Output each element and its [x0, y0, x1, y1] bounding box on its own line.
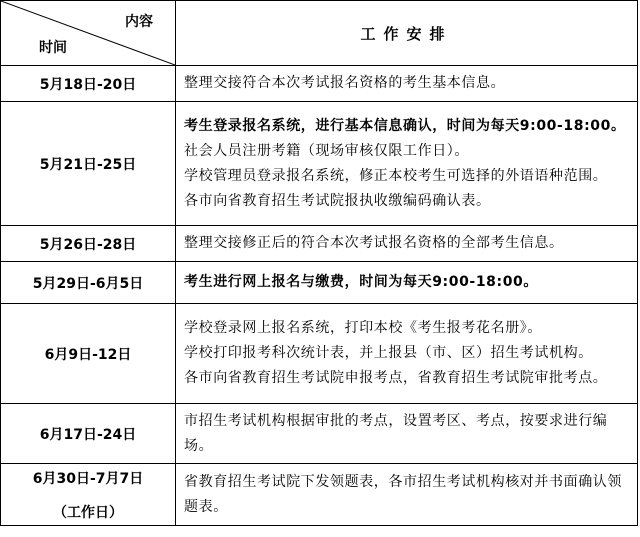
- header-work-label: 工作安排: [176, 1, 638, 66]
- row-date-note: （工作日）: [53, 504, 123, 521]
- work-line: 学校登录网上报名系统，打印本校《考生报考花名册》。: [184, 320, 542, 336]
- table-row: [1, 262, 638, 304]
- row-work: [176, 262, 638, 304]
- table-row: [1, 226, 638, 262]
- work-line: 学校打印报考科次统计表，并上报县（市、区）招生考试机构。: [184, 345, 593, 361]
- row-date: 5月26日-28日: [1, 226, 176, 262]
- table-row: [1, 66, 638, 102]
- table-row: [1, 404, 638, 464]
- work-line: 学校管理员登录报名系统，修正本校考生可选择的外语语种范围。: [184, 167, 608, 184]
- work-line-bold: 考生进行网上报名与缴费，时间为每天9:00-18:00。: [184, 274, 538, 290]
- row-date: 6月30日-7月7日: [32, 470, 144, 487]
- header-time-label: 时间: [39, 40, 67, 56]
- work-line-bold: 考生登录报名系统，进行基本信息确认，时间为每天9:00-18:00。: [184, 117, 626, 134]
- row-date: 5月21日-25日: [1, 102, 176, 226]
- work-line: 各市向省教育招生考试院申报考点，省教育招生考试院审批考点。: [184, 370, 608, 386]
- work-line: 各市向省教育招生考试院报执收缴编码确认表。: [184, 192, 491, 209]
- row-work: [176, 464, 638, 526]
- row-date: 5月18日-20日: [1, 66, 176, 102]
- work-line: 整理交接符合本次考试报名资格的考生基本信息。: [184, 75, 506, 91]
- row-date: 6月17日-24日: [1, 404, 176, 464]
- row-date: 5月29日-6月5日: [1, 262, 176, 304]
- work-line: 社会人员注册考籍（现场审核仅限工作日）。: [184, 142, 469, 159]
- header-diagonal-cell: [1, 1, 176, 66]
- table-row: [1, 464, 638, 526]
- row-date: 6月9日-12日: [1, 304, 176, 404]
- work-line: 省教育招生考试院下发领题表，各市招生考试机构核对并书面确认领题表。: [184, 473, 622, 515]
- table-header-row: [1, 1, 638, 66]
- table-row: [1, 304, 638, 404]
- row-work: [176, 102, 638, 226]
- row-work: [176, 226, 638, 262]
- header-content-label: 内容: [125, 14, 153, 30]
- row-work: [176, 404, 638, 464]
- row-date-cell: [1, 464, 176, 526]
- work-line: 市招生考试机构根据审批的考点，设置考区、考点，按要求进行编场。: [184, 412, 608, 454]
- work-line: 整理交接修正后的符合本次考试报名资格的全部考生信息。: [184, 235, 564, 251]
- row-work: [176, 66, 638, 102]
- table-row: [1, 102, 638, 226]
- row-work: [176, 304, 638, 404]
